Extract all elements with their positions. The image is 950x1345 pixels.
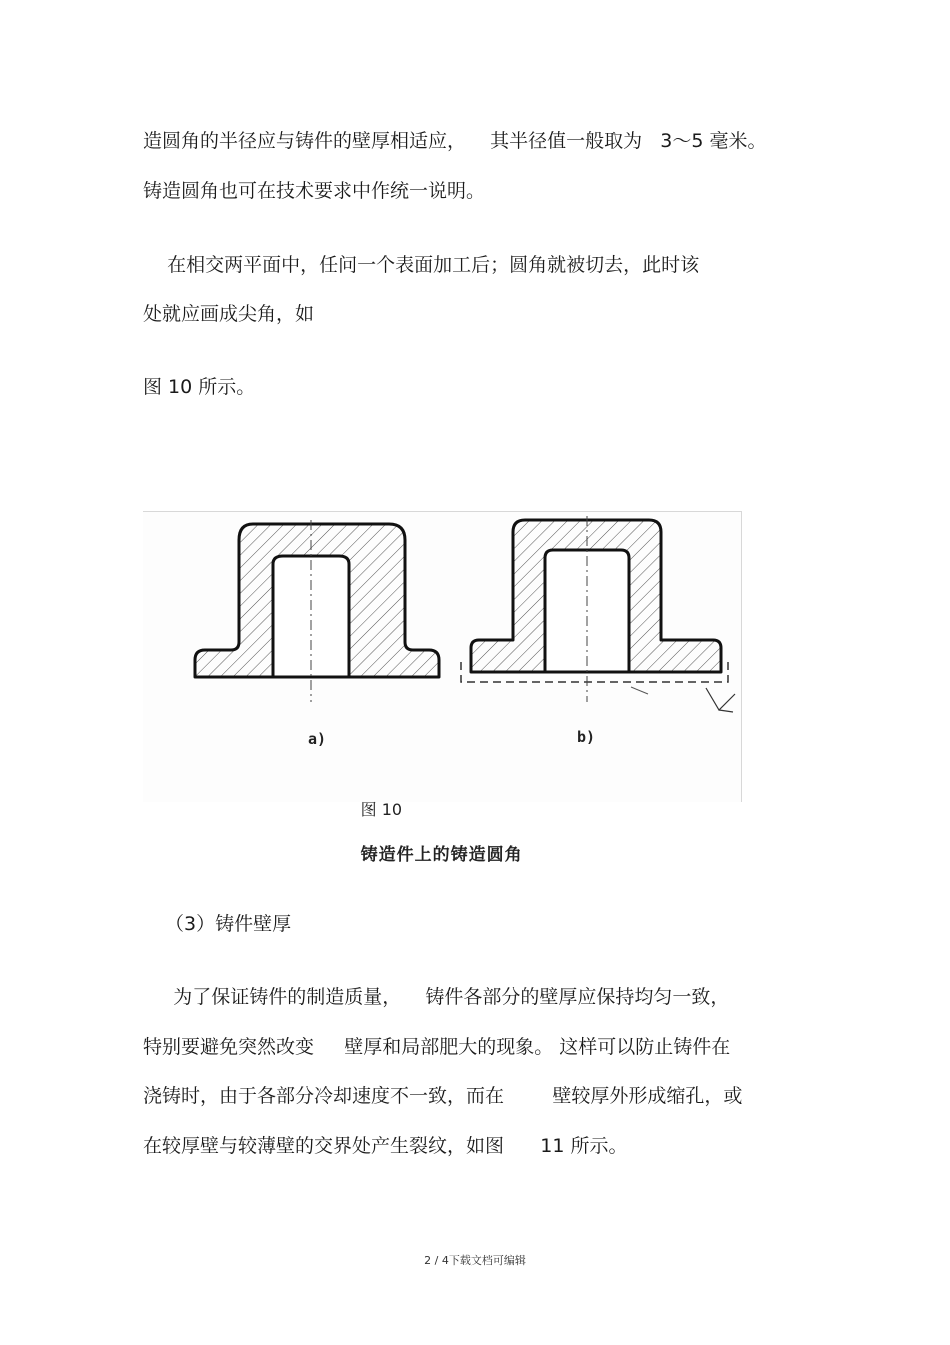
paragraph-1-line-2: 铸造圆角也可在技术要求中作统一说明。 <box>143 180 486 202</box>
paragraph-3-line-4: 在较厚壁与较薄壁的交界处产生裂纹，如图 11 所示。 <box>143 1135 628 1157</box>
paragraph-2-line-2: 处就应画成尖角，如 <box>143 303 315 325</box>
paragraph-1-line-1: 造圆角的半径应与铸件的壁厚相适应， 其半径值一般取为 3～5 毫米。 <box>143 130 767 152</box>
paragraph-3-line-2: 特别要避免突然改变 壁厚和局部肥大的现象。 这样可以防止铸件在 <box>143 1036 731 1058</box>
paragraph-3-line-3: 浇铸时，由于各部分冷却速度不一致，而在 壁较厚外形成缩孔，或 <box>143 1085 743 1107</box>
drawing-b <box>461 516 735 712</box>
paragraph-3-line-1: 为了保证铸件的制造质量， 铸件各部分的壁厚应保持均匀一致， <box>143 986 730 1008</box>
caption-text: 铸造件上的铸造圆角 <box>360 845 523 865</box>
figure-caption <box>339 777 523 885</box>
leader-line <box>631 687 648 694</box>
subfigure-label-b: b) <box>577 728 596 746</box>
page-footer: 2 / 4下载文档可编辑 <box>424 1254 526 1267</box>
subfigure-label-a: a) <box>308 730 327 748</box>
paragraph-2-line-3: 图 10 所示。 <box>143 376 256 398</box>
casting-fillet-drawing <box>143 512 741 802</box>
caption-number: 图 10 <box>360 800 403 819</box>
section-heading: （3）铸件壁厚 <box>165 913 292 935</box>
paragraph-2-line-1: 在相交两平面中，任问一个表面加工后；圆角就被切去，此时该 <box>143 254 700 276</box>
surface-finish-symbol <box>706 688 735 712</box>
figure-10 <box>143 511 742 865</box>
drawing-a <box>195 520 439 702</box>
